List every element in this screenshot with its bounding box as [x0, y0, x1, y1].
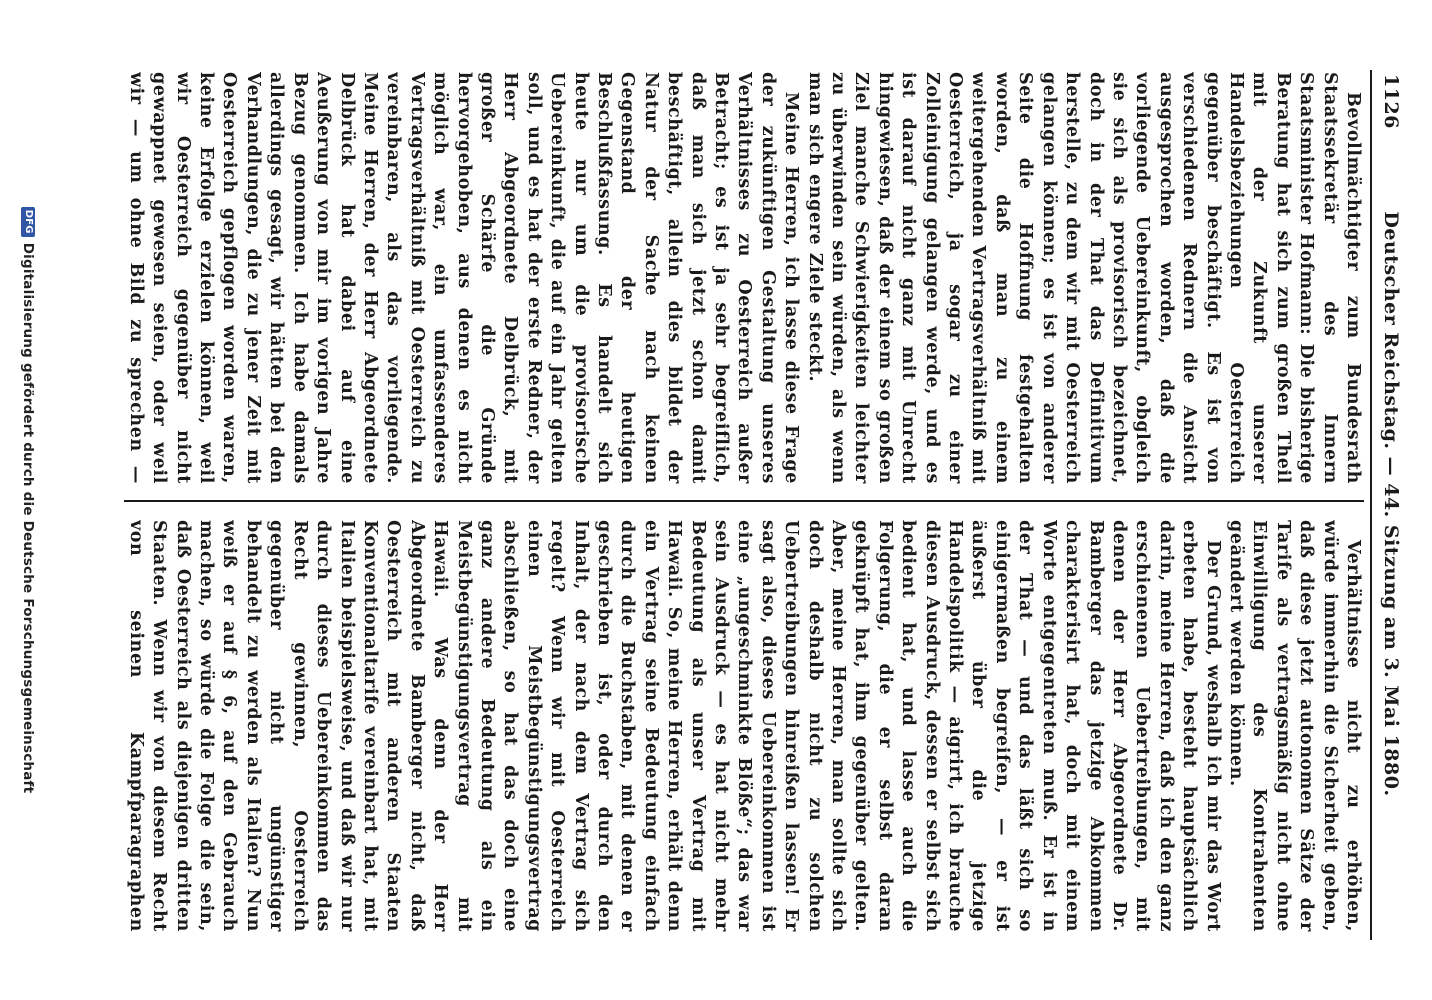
- dfg-logo-icon: DFG: [21, 207, 35, 237]
- page-header: [1374, 74, 1402, 934]
- digitization-note: [12, 0, 36, 1000]
- text-column-left: [124, 72, 1364, 484]
- paragraph: Bevollmächtigter zum Bundesrath Staatssekretär des Innern Staatsminister Hofmann: Die bisherige Beratung hat sich zum großen Theil mit der Zukunft unserer Handelsbeziehungen Oesterreich gegenüber beschäftigt. Es ist von verschiedenen Rednern die Ansicht ausgesprochen worden, daß die vorliegende Uebereinkunft, obgleich sie sich als provisorisch bezeichnet, doch in der That das Definitivum herstelle, zu dem wir mit Oesterreich gelangen können; es ist von anderer Seite die Hoffnung festgehalten worden, daß man zu einem weitergehenden Vertragsverhältniß mit Oesterreich, ja sogar zu einer Zolleinigung gelangen werde, und es ist darauf nicht ganz mit Unrecht hingewiesen, daß der einem so großen Ziel manche Schwierigkeiten leichter zu überwinden sein würden, als wenn man sich engere Ziele steckt.: [804, 72, 1363, 484]
- paragraph: Verhältnisse nicht zu erhöhen, würde immerhin die Sicherheit geben, daß diese jetzt autonomen Sätze der Tarife als vertragsmäßig nicht ohne Einwilligung des Kontrahenten geändert werden können.: [1225, 520, 1363, 932]
- page-number: 1126: [1380, 74, 1402, 129]
- column-divider: [124, 500, 1364, 502]
- text-column-right: [124, 520, 1364, 932]
- digitization-text: Digitalisierung gefördert durch die Deutsche Forschungsgemeinschaft: [20, 242, 36, 794]
- header-rule: [1370, 70, 1372, 940]
- page-title: Deutscher Reichstag. — 44. Sitzung am 3. Mai 1880.: [1380, 211, 1402, 797]
- paragraph: Der Grund, weshalb ich mir das Wort erbeten habe, besteht hauptsächlich darin, meine Herren, daß ich den ganz erschienenen Uebertreibungen, mit denen der Herr Abgeordnete Dr. Bamberger das jetzige Abkommen charakterisirt hat, doch mit einem Worte entgegentreten muß. Er ist in der That — und das läßt sich so einigermaßen begreifen, — er ist äußerst über die jetzige Handelspolitik — aigrirt, ich brauche diesen Ausdruck, dessen er selbst sich bedient hat, und lasse auch die Folgerung, die er selbst daran geknüpft hat, ihm gegenüber gelten. Aber, meine Herren, man sollte sich doch deshalb nicht zu solchen Uebertreibungen hinreißen lassen! Er sagt also, dieses Uebereinkommen ist eine „ungeschminkte Blöße“; das war sein Ausdruck — es hat nicht mehr Bedeutung als unser Vertrag mit Hawaii. So, meine Herren, erhält denn ein Vertrag seine Bedeutung einfach durch die Buchstaben, mit denen er geschrieben ist, oder durch den Inhalt, der nach dem Vertrag sich regelt? Wenn wir mit Oesterreich einen Meistbegünstigungsvertrag abschließen, so hat das doch eine ganz andere Bedeutung als ein Meistbegünstigungsvertrag mit Hawaii. Was denn der Herr Abgeordnete Bamberger nicht, daß Oesterreich mit anderen Staaten Konventionaltarife vereinbart hat, mit Italien beispielsweise, und daß wir nur durch dieses Uebereinkommen das Recht gewinnen, Oesterreich gegenüber nicht ungünstiger behandelt zu werden als Italien? Nun weiß er auf § 6, auf den Gebrauch machen, so würde die Folge die sein, daß Oesterreich als diejenigen dritten Staaten. Wenn wir von diesem Recht von seinen Kampfparagraphen: [125, 520, 1223, 932]
- paragraph: Meine Herren, ich lasse diese Frage der zukünftigen Gestaltung unseres Verhältnisses zu Oesterreich außer Betracht; es ist ja sehr begreiflich, daß man sich jetzt schon damit beschäftigt, allein dies bildet der Natur der Sache nach keinen Gegenstand der heutigen Beschlußfassung. Es handelt sich heute nur um die provisorische Uebereinkunft, die auf ein Jahr gelten soll, und es hat der erste Redner, der Herr Abgeordnete Delbrück, mit großer Schärfe die Gründe hervorgehoben, aus denen es nicht möglich war, ein umfassenderes Vertragsverhältniß mit Oesterreich zu vereinbaren, als das vorliegende. Meine Herren, der Herr Abgeordnete Delbrück hat dabei auf eine Aeußerung von mir im vorigen Jahre Bezug genommen. Ich habe damals allerdings gesagt, wir hätten bei den Verhandlungen, die zu jener Zeit mit Oesterreich gepflogen worden waren, keine Erfolge erzielen können, weil wir Oesterreich gegenüber nicht gewappnet gewesen seien, oder weil wir — um ohne Bild zu sprechen —: [125, 72, 802, 484]
